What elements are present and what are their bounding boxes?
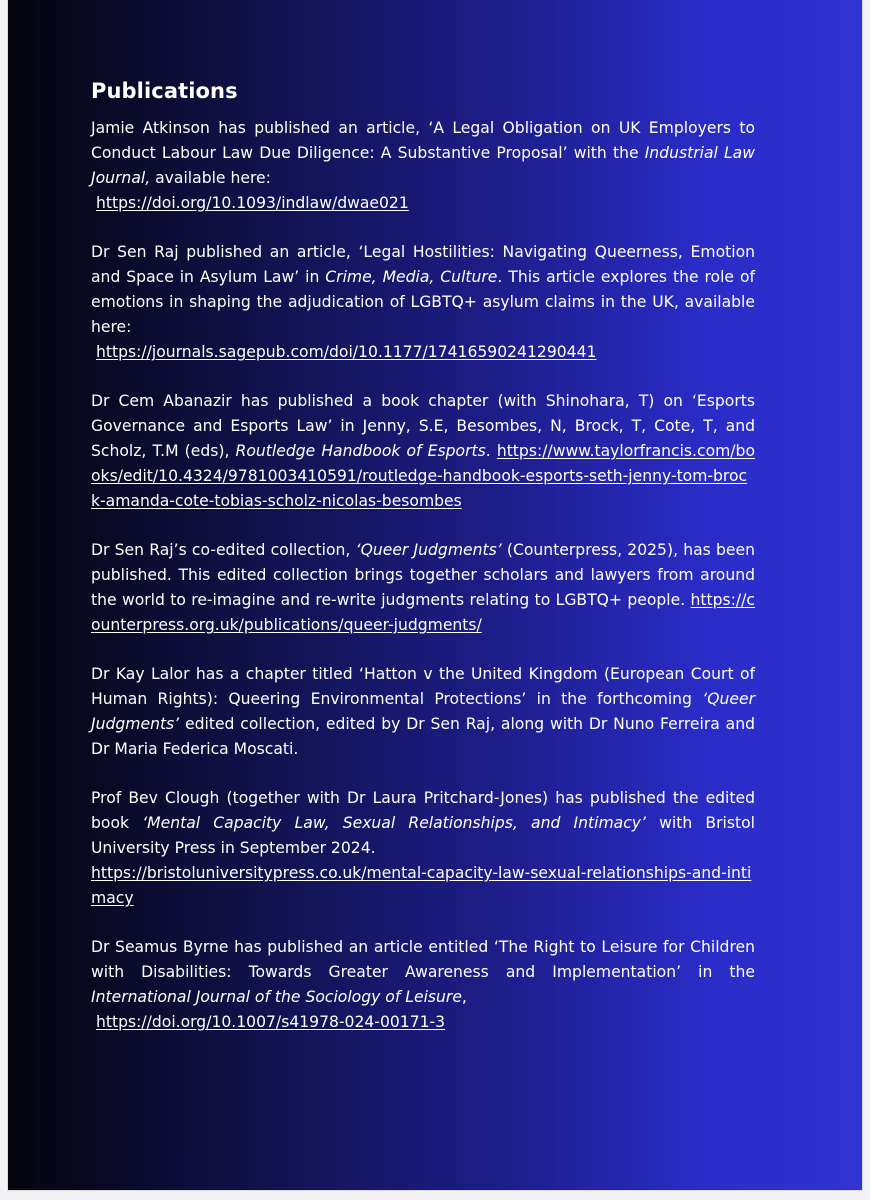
publication-entry: Dr Sen Raj’s co-edited collection, ‘Queer Judgments’ (Counterpress, 2025), has been published. This edited collection brings together scholars and lawyers from around the world to re-imagine and re-write judgments relating to LGBTQ+ people. https://counterpress.org.uk/publications/queer-judgments/: [91, 541, 755, 634]
publication-entry: Dr Seamus Byrne has published an article entitled ‘The Right to Leisure for Children with Disabilities: Towards Greater Awareness and Implementation’ in the International Journal of the Sociology of Leisure, https://doi.org/10.1007/s41978-024-00171-3: [91, 935, 755, 1035]
publication-link[interactable]: https://bristoluniversitypress.co.uk/mental-capacity-law-sexual-relationships-and-intimacy: [91, 864, 752, 907]
section-heading: Publications: [91, 79, 238, 103]
publication-entry: Prof Bev Clough (together with Dr Laura Pritchard-Jones) has published the edited book ‘Mental Capacity Law, Sexual Relationships, and Intimacy’ with Bristol University Press in September 2024. https://bristoluniversitypress.co.uk/mental-capacity-law-sexual-relationships-and-intimacy: [91, 789, 755, 907]
publication-link[interactable]: https://counterpress.org.uk/publications/queer-judgments/: [91, 591, 755, 634]
publication-link[interactable]: https://doi.org/10.1007/s41978-024-00171-3: [96, 1013, 446, 1031]
publication-entry: Dr Sen Raj published an article, ‘Legal Hostilities: Navigating Queerness, Emotion and Space in Asylum Law’ in Crime, Media, Culture. This article explores the role of emotions in shaping the adjudication of LGBTQ+ asylum claims in the UK, available here: https://journals.sagepub.com/doi/10.1177/17416590241290441: [91, 240, 755, 365]
publication-link[interactable]: https://journals.sagepub.com/doi/10.1177/17416590241290441: [96, 343, 597, 361]
publication-link[interactable]: https://doi.org/10.1093/indlaw/dwae021: [96, 194, 409, 212]
publications-section: [91, 76, 755, 1059]
publication-entry: Dr Cem Abanazir has published a book chapter (with Shinohara, T) on ‘Esports Governance and Esports Law’ in Jenny, S.E, Besombes, N, Brock, T, Cote, T, and Scholz, T.M (eds), Routledge Handbook of Esports. https://www.taylorfrancis.com/books/edit/10.4324/9781003410591/routledge-handbook-esports-seth-jenny-tom-brock-amanda-cote-tobias-scholz-nicolas-besombes: [91, 392, 755, 510]
publication-link[interactable]: https://www.taylorfrancis.com/books/edit/10.4324/9781003410591/routledge-handbook-esports-seth-jenny-tom-brock-amanda-cote-tobias-scholz-nicolas-besombes: [91, 442, 755, 510]
publication-entry: Jamie Atkinson has published an article, ‘A Legal Obligation on UK Employers to Conduct Labour Law Due Diligence: A Substantive Proposal’ with the Industrial Law Journal, available here: https://doi.org/10.1093/indlaw/dwae021: [91, 116, 755, 216]
publication-entry: Dr Kay Lalor has a chapter titled ‘Hatton v the United Kingdom (European Court of Human Rights): Queering Environmental Protections’ in the forthcoming ‘Queer Judgments’ edited collection, edited by Dr Sen Raj, along with Dr Nuno Ferreira and Dr Maria Federica Moscati.: [91, 665, 755, 758]
document-page: [8, 0, 862, 1190]
